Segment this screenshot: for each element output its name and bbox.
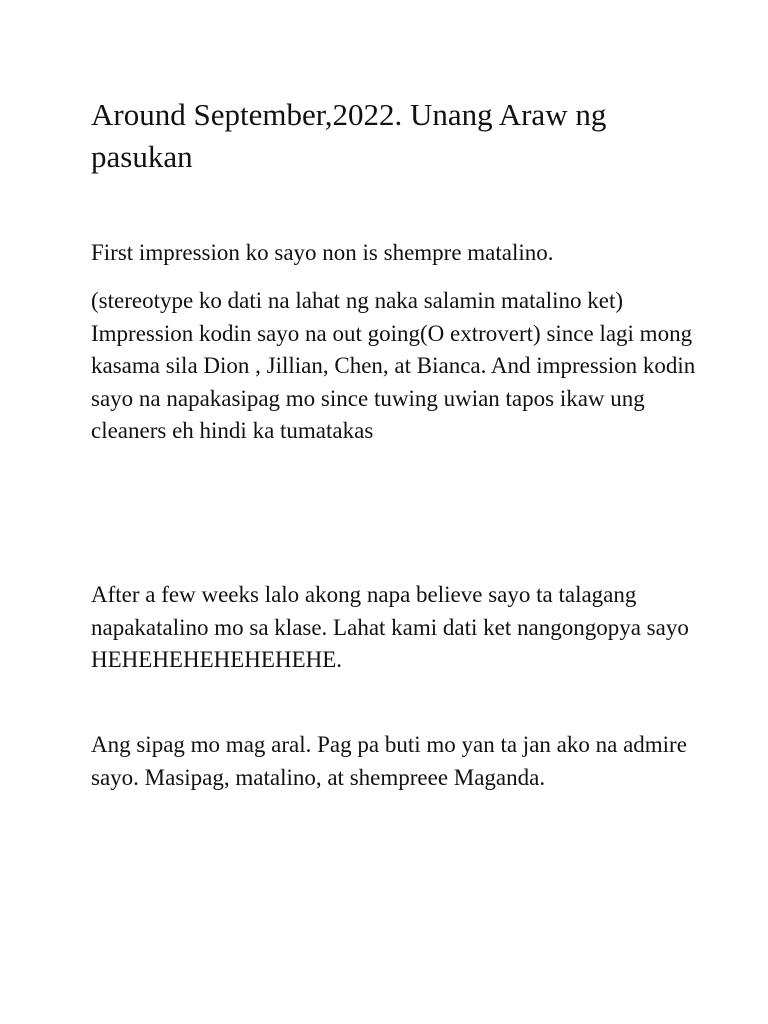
paragraph-admiration: Ang sipag mo mag aral. Pag pa buti mo yan ta jan ako na admire sayo. Masipag, matalino, at shempreee Maganda. — [91, 732, 687, 790]
paragraph-after-few-weeks: After a few weeks lalo akong napa believe sayo ta talagang napakatalino mo sa klase. Lahat kami dati ket nangongopya sayo HEHEHEHEHEHEHEHE. — [91, 582, 689, 672]
paragraph-impressions-detail: (stereotype ko dati na lahat ng naka salamin matalino ket) Impression kodin sayo na out going(O extrovert) since lagi mong kasama sila Dion , Jillian, Chen, at Bianca. And impression kodin sayo na napakasipag mo since tuwing uwian tapos ikaw ung cleaners eh hindi ka tumatakas — [91, 288, 696, 443]
document-title: Around September,2022. Unang Araw ng pasukan — [91, 97, 607, 174]
paragraph-first-impression: First impression ko sayo non is shempre matalino. — [91, 240, 554, 265]
